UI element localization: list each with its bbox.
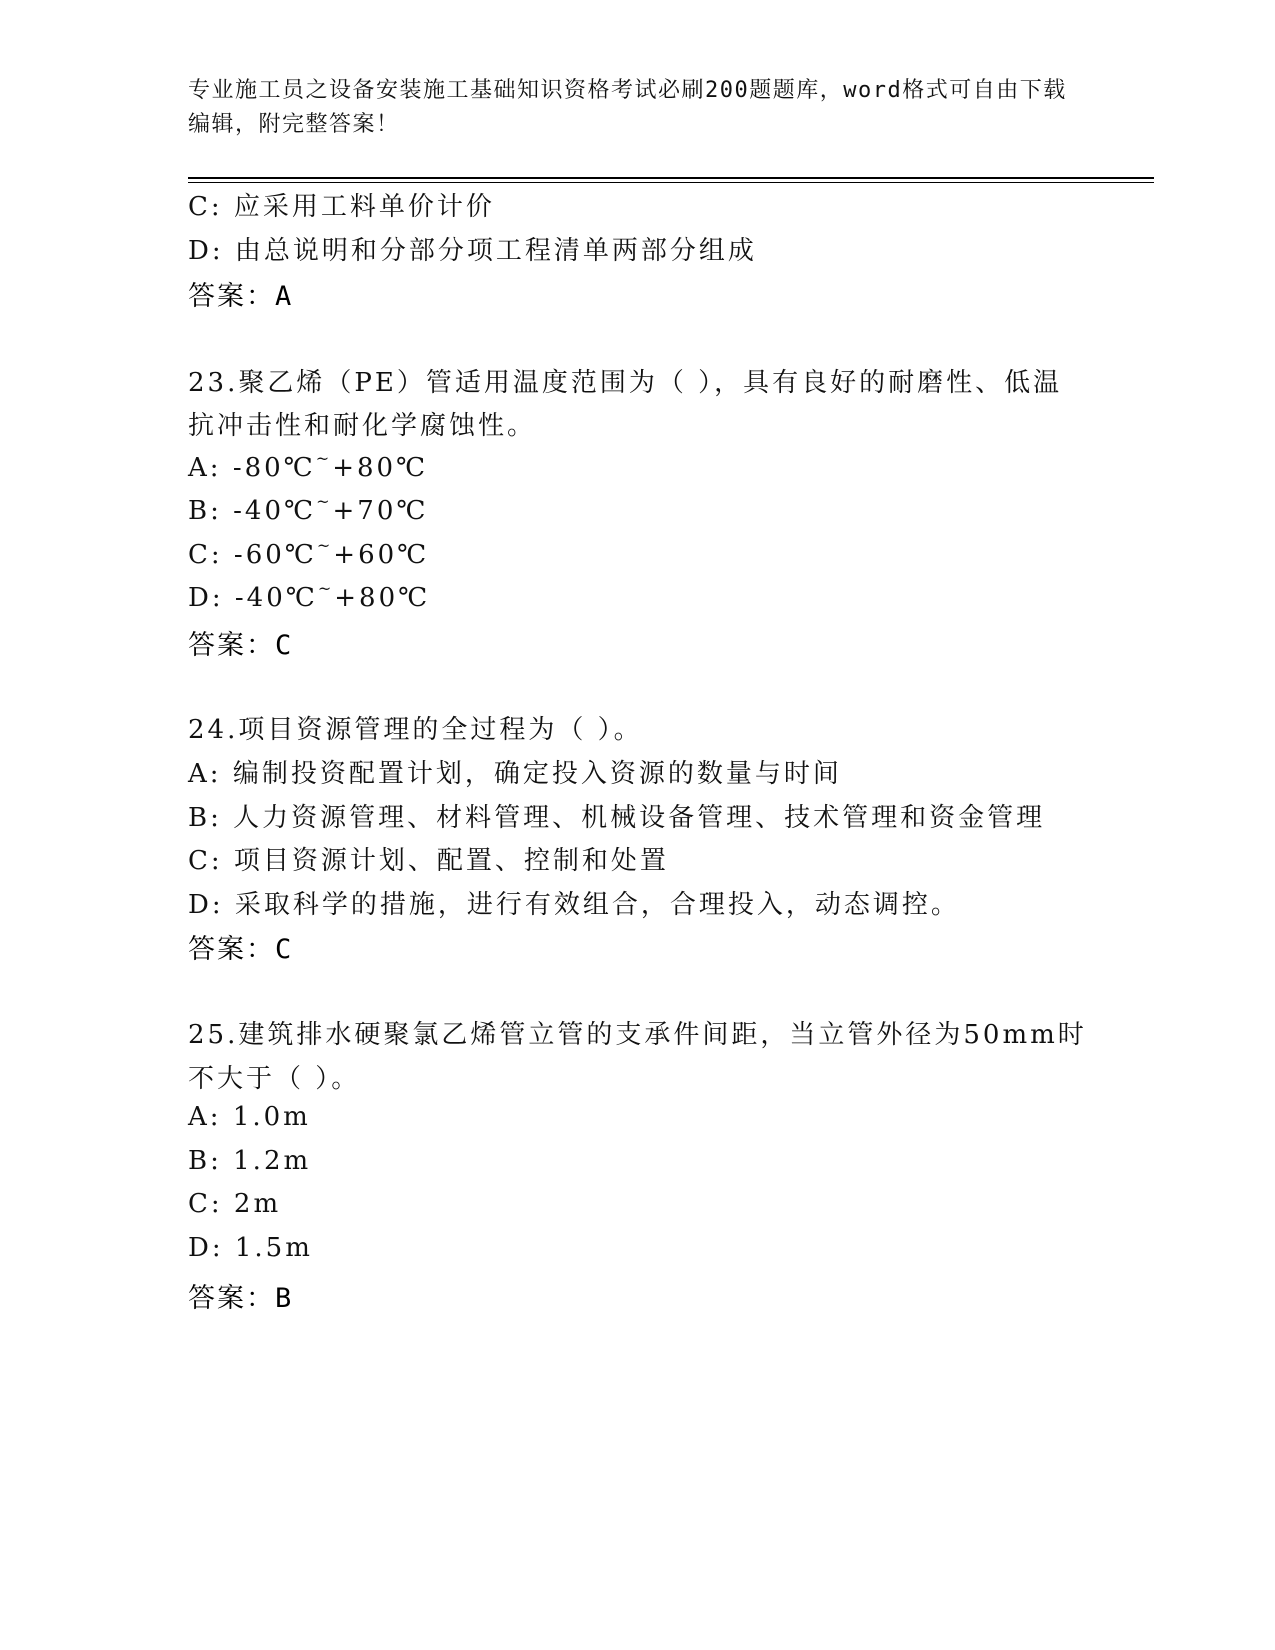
option-d: D: 由总说明和分部分项工程清单两部分组成 (188, 236, 757, 266)
answer-line: 答案：A (188, 281, 294, 312)
question-stem: 24.项目资源管理的全过程为（ ）。 (188, 715, 643, 745)
question-stem: 25.建筑排水硬聚氯乙烯管立管的支承件间距，当立管外径为50mm时 (188, 1020, 1087, 1050)
option-a: A: 1.0m (188, 1102, 311, 1132)
question-stem-continued: 抗冲击性和耐化学腐蚀性。 (188, 411, 537, 441)
option-b: B: 人力资源管理、材料管理、机械设备管理、技术管理和资金管理 (188, 803, 1046, 833)
document-header: 专业施工员之设备安装施工基础知识资格考试必刷200题题库，word格式可自由下载编辑，附完整答案！ (188, 78, 1067, 137)
header-rule-thick (188, 177, 1154, 179)
answer-line: 答案：C (188, 934, 294, 965)
option-c: C: -60℃~+60℃ (188, 536, 430, 570)
answer-line: 答案：B (188, 1283, 294, 1314)
option-d: D: 1.5m (188, 1233, 313, 1263)
option-a: A: 编制投资配置计划，确定投入资源的数量与时间 (188, 759, 842, 789)
option-d: D: 采取科学的措施，进行有效组合，合理投入，动态调控。 (188, 890, 960, 920)
option-c: C: 项目资源计划、配置、控制和处置 (188, 846, 669, 876)
option-b: B: 1.2m (188, 1146, 312, 1176)
option-d: D: -40℃~+80℃ (188, 579, 431, 613)
option-a: A: -80℃~+80℃ (188, 449, 429, 483)
question-stem: 23.聚乙烯（PE）管适用温度范围为（ ），具有良好的耐磨性、低温 (188, 368, 1063, 398)
answer-line: 答案：C (188, 630, 294, 661)
option-b: B: -40℃~+70℃ (188, 492, 429, 526)
option-c: C: 2m (188, 1189, 282, 1219)
option-c: C: 应采用工料单价计价 (188, 192, 495, 222)
question-stem-continued: 不大于（ ）。 (188, 1064, 361, 1094)
header-rule-thin (188, 182, 1154, 183)
